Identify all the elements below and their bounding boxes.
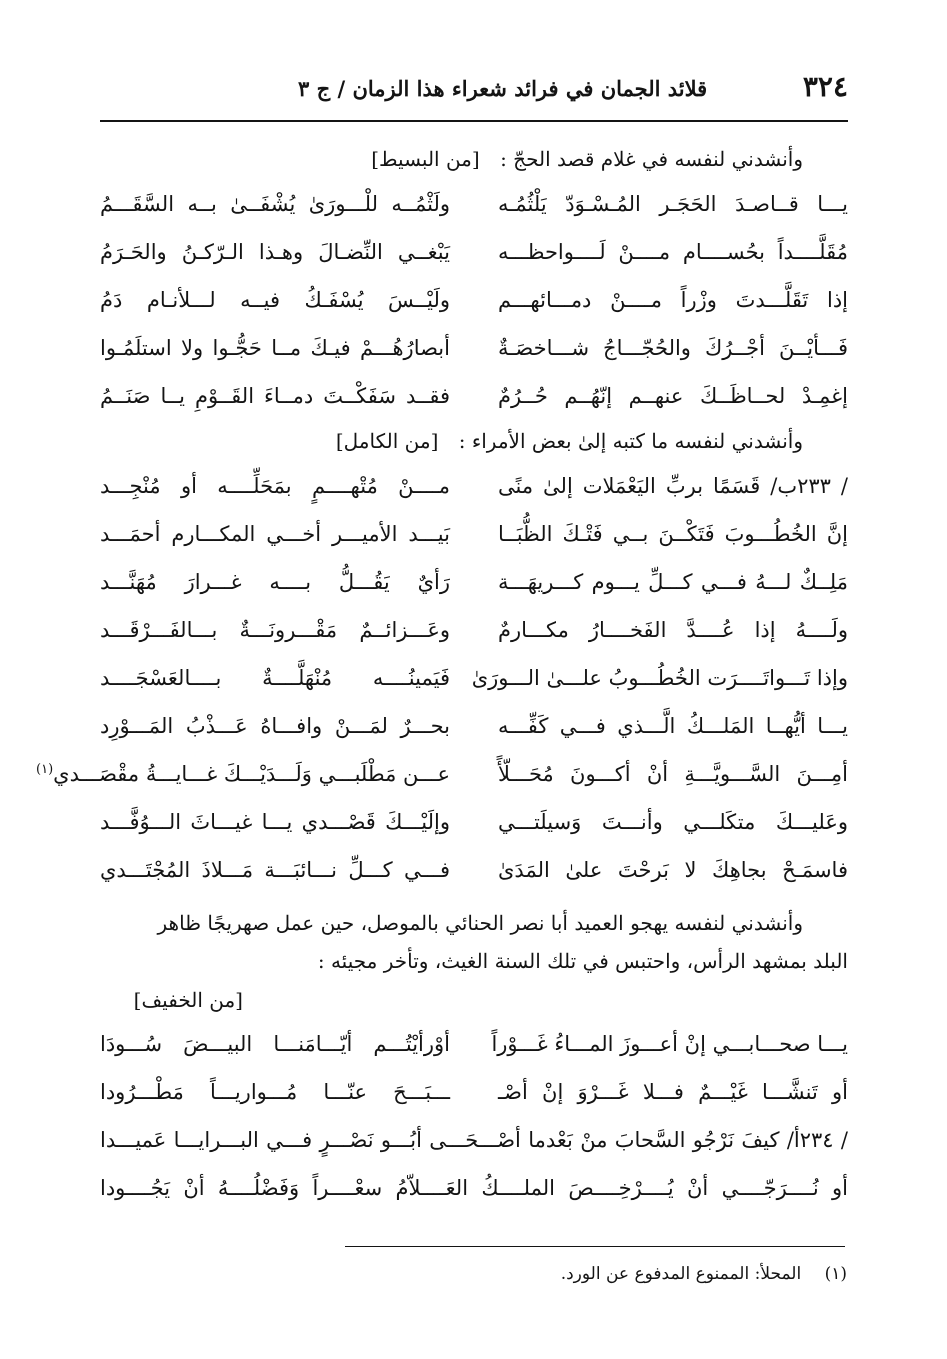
first-hemistich: أمِـــنَ السَّـــويَّـــةِ أنْ أكـــونَ مُحَـــلّأً: [498, 762, 848, 786]
first-hemistich: مَلِــكٌ لـــهُ فـــي كـــلِّ يـــوم كـــريهَـــة: [498, 570, 848, 594]
verse: [100, 1020, 848, 1068]
verse: [36, 750, 848, 798]
footnote: [561, 1264, 847, 1284]
meter-label: [من الخفيف]: [133, 988, 243, 1012]
paragraph-line: وأنشدني لنفسه يهجو العميد أبا نصر الحنائي بالموصل، حين عمل صهريجًا ظاهر: [157, 911, 803, 935]
first-hemistich: مُقَلَّــــداً بحُســــام مــــنْ لَــــواحظـــه: [498, 240, 848, 264]
verse: [100, 846, 848, 894]
second-hemistich: أبصارُهُـــمْ فيـكَ مــا حَجُّـوا ولا استلَمُـوا: [100, 336, 450, 360]
page-number: ٣٢٤: [802, 70, 848, 103]
verse: [100, 462, 848, 510]
second-hemistich: رَأيٌ يَقُـــلُّ بــــه غـــرارَ مُهَنَّـــد: [100, 570, 450, 594]
paragraph-line: البلد بمشهد الرأس، واحتبس في تلك السنة الغيث، وتأخر مجيئه :: [317, 949, 848, 973]
verse: [100, 702, 848, 750]
header-rule: [100, 120, 848, 122]
second-hemistich: ولَثْمُــه للْـــورَىٰ يُشْفَــىٰ بــه السَّقَـــمُ: [100, 192, 450, 216]
verse: [100, 372, 848, 420]
first-hemistich: وعَليـــكَ متكَلـــي وأنـــتَ وَسيلَتـــي: [498, 810, 848, 834]
first-hemistich: ولَــــهُ إذا عُــــدَّ الفَخــــارُ مكـــارمٌ: [498, 618, 848, 642]
first-hemistich: أو تَنشَّـــا غَيْـــمٌ فـــلا غَـــرْوَ إنْ أصْـ: [498, 1080, 848, 1104]
second-hemistich: فَيَمينُــــه مُنْهَلَّــــةٌ بــــالعَسْجَــــد: [100, 666, 450, 690]
verse: [100, 324, 848, 372]
verse-full-line: / ٢٣٤أ/ كيفَ نَرْجُو السَّحابَ منْ بَعْدما أصْـــحَـــى أبُـــو نَصْـــرٍ فـــي البـــرايـــا عَميـــدا: [100, 1128, 848, 1152]
second-hemistich: ولَيْــسَ يُسْفَـكُ فيــه لـــلأنـام دَمُ: [100, 288, 450, 312]
prose-paragraph: [100, 904, 848, 980]
second-hemistich: فقــد سَفَكْــتَ دمــاءَ القَــوْمِ يــا صَنَــمُ: [100, 384, 450, 408]
second-hemistich: أوْرأيْتُـــم أيّـــامَنـــا البيـــضَ سُـــودَا: [100, 1032, 450, 1056]
poem-intro: [100, 424, 803, 462]
poem-intro: [100, 142, 803, 180]
running-title: قلائد الجمان في فرائد شعراء هذا الزمان / ج ٣: [298, 76, 708, 101]
second-hemistich: بَيـــد الأميـــر أخـــي المكـــارم أحمَـــد: [100, 522, 450, 546]
second-hemistich: وعَـــزائــمٌ مَقْـــرونَـــةٌ بـــالفَـــرْقَـــد: [100, 618, 450, 642]
first-hemistich: / ٢٣٣ب/ قَسَمًا بربِّ اليَعْمَلات إلىٰ منًى: [498, 474, 848, 498]
poem-khafif: [100, 1020, 848, 1212]
verse: [100, 798, 848, 846]
meter-label: [من البسيط]: [371, 147, 480, 171]
verse: [100, 510, 848, 558]
first-hemistich: إنَّ الخُطُـــوبَ فَتَكْــنَ بــي فَتْـكَ الظُّبَــا: [498, 522, 848, 546]
second-hemistich: ـــبَـــحَ عنّـــا مُـــواريـــاً مَطْـــرُودا: [100, 1080, 450, 1104]
second-hemistich: يَبْغــي النِّضـالَ وهـذا الـرّكـنُ والحَـرَمُ: [100, 240, 450, 264]
footnote-number: (١): [824, 1264, 847, 1284]
first-hemistich: يـــا قــاصـدَ الحَجَـر المُـسْـوَدّ يَلْثُمُـه: [498, 192, 848, 216]
second-hemistich: بحـــرٌ لمَـــنْ وافـــاهُ عَـــذْبُ المَـــوْرِد: [100, 714, 450, 738]
meter-label: [من الكامل]: [335, 429, 439, 453]
page-header: [100, 70, 848, 110]
second-hemistich: مــــنْ مُتْهــــمٍ بمَحَلِّــــه أو مُنْجِـــد: [100, 474, 450, 498]
verse: [100, 558, 848, 606]
first-hemistich: فاسمَـحْ بجاهِكَ لا بَرحْتَ علىٰ المَدَىٰ: [498, 858, 848, 882]
verse-full-line: أو نُــــرَجّــــي أنْ يُــــرْخِــــصَ الملــــكُ العَــــلاّمُ سعْــــراً وَفَضْلُــــهُ أنْ يَجُــــودا: [100, 1176, 848, 1200]
footnote-rule: [345, 1246, 845, 1247]
verse: [100, 228, 848, 276]
page-body: [36, 142, 848, 1212]
verse: [100, 654, 848, 702]
verse: [100, 606, 848, 654]
first-hemistich: إذا تَقَلَّـــدتَ وزْراً مــــنْ دمـــائهـــم: [498, 288, 848, 312]
footnote-text: المحلأ: الممنوع المدفوع عن الورد.: [560, 1264, 802, 1284]
first-hemistich: وإذا تَـــواتَــــرَت الخُطُـــوبُ علـــىٰ الـــورَىٰ: [471, 666, 848, 690]
verse: [100, 1068, 848, 1116]
first-hemistich: إغمِـدْ لحــاظَــكَ عنهــم إنّهُــم حُــرُمٌ: [498, 384, 848, 408]
intro-text: وأنشدني لنفسه ما كتبه إلىٰ بعض الأمراء :: [458, 429, 803, 453]
second-hemistich-with-footnote: [36, 762, 450, 786]
intro-text: وأنشدني لنفسه في غلام قصد الحجّ :: [500, 147, 803, 171]
verse: [100, 180, 848, 228]
first-hemistich: فَـــأيْــنَ أجْــرُكَ والحُجّـــاجُ شـــاخصَـةٌ: [498, 336, 848, 360]
second-hemistich: فـــي كـــلِّ نـــائبَـــة مَـــلاذَ المُجْتَـــدي: [100, 858, 450, 882]
hemistich-text: عـــن مَطْلَبـــي وَلَـــدَيْـــكَ غـــايـــةُ مقْصَـــدي: [53, 762, 450, 786]
first-hemistich: يـــا صحـــابـــي إنْ أعـــوزَ المـــاءُ غَـــوْراً: [491, 1032, 848, 1056]
poem-basit: [100, 180, 848, 420]
second-hemistich: وإلَيْـــكَ قَصْـــدي يـــا غيـــاثَ الـــوُفَّـــد: [100, 810, 450, 834]
first-hemistich: يـــا أيُّهــا المَلـــكُ الَّـــذي فـــي كَفِّـــه: [498, 714, 848, 738]
poem-kamil: [36, 462, 848, 894]
footnote-marker[interactable]: (١): [36, 762, 54, 777]
verse: [100, 276, 848, 324]
